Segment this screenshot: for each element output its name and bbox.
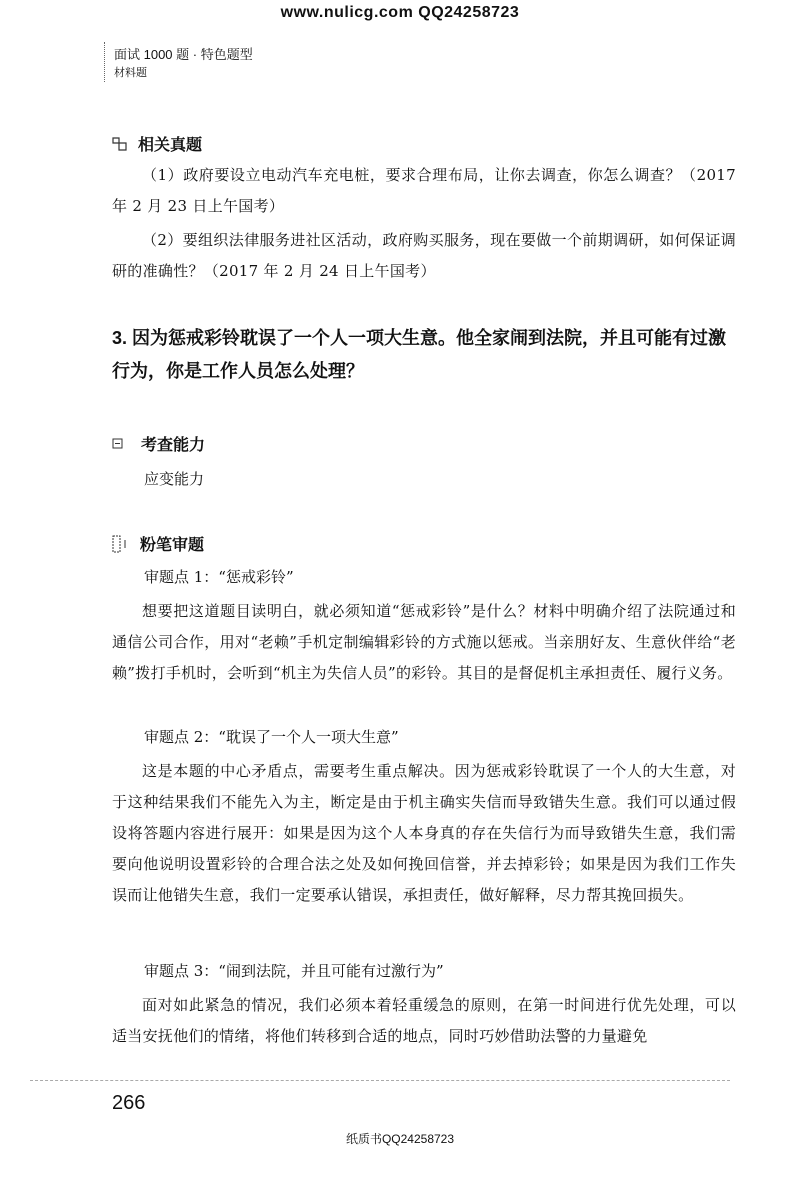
- book-subtitle: 材料题: [114, 67, 147, 79]
- analysis-section-header: [112, 532, 204, 555]
- point-3-text: 面对如此紧急的情况，我们必须本着轻重缓急的原则，在第一时间进行优先处理，可以适当安抚他们的情绪，将他们转移到合适的地点，同时巧妙借助法警的力量避免: [112, 996, 736, 1045]
- ability-section-header: [112, 432, 205, 455]
- ability-value: 应变能力: [144, 470, 205, 488]
- question-title: 3. 因为惩戒彩铃耽误了一个人一项大生意。他全家闹到法院，并且可能有过激行为，你是工作人员怎么处理？: [112, 328, 727, 381]
- related-question-1: （1）政府要设立电动汽车充电桩，要求合理布局，让你去调查，你怎么调查？（2017 年 2 月 23 日上午国考）: [112, 166, 736, 215]
- point-2-label: 审题点 2：“耽误了一个人一项大生意”: [144, 728, 399, 746]
- footer-watermark: 纸质书QQ24258723: [345, 1132, 455, 1146]
- point-3-label: 审题点 3：“闹到法院，并且可能有过激行为”: [144, 962, 444, 980]
- header-rule: [104, 42, 107, 82]
- related-icon: [112, 137, 128, 151]
- related-section-header: [112, 132, 202, 155]
- related-question-2: （2）要组织法律服务进社区活动，政府购买服务，现在要做一个前期调研，如何保证调研的准确性？（2017 年 2 月 24 日上午国考）: [112, 231, 736, 280]
- book-title: 面试 1000 题 · 特色题型: [114, 47, 253, 62]
- ability-heading: 考查能力: [141, 437, 206, 454]
- point-1-text: 想要把这道题目读明白，就必须知道“惩戒彩铃”是什么？材料中明确介绍了法院通过和通信公司合作，用对“老赖”手机定制编辑彩铃的方式施以惩戒。当亲朋好友、生意伙伴给“老赖”拨打手机时，会听到“机主为失信人员”的彩铃。其目的是督促机主承担责任、履行义务。: [112, 602, 736, 682]
- watermark-header: www.nulicg.com QQ24258723: [280, 4, 520, 21]
- scan-artifact-line: [30, 1080, 730, 1081]
- page-number: 266: [112, 1092, 146, 1114]
- analysis-icon: [112, 535, 130, 553]
- analysis-heading: 粉笔审题: [140, 537, 205, 554]
- ability-icon: [112, 438, 123, 449]
- point-2-text: 这是本题的中心矛盾点，需要考生重点解决。因为惩戒彩铃耽误了一个人的大生意，对于这种结果我们不能先入为主，断定是由于机主确实失信而导致错失生意。我们可以通过假设将答题内容进行展开：如果是因为这个人本身真的存在失信行为而导致错失生意，我们需要向他说明设置彩铃的合理合法之处及如何挽回信誉，并去掉彩铃；如果是因为我们工作失误而让他错失生意，我们一定要承认错误，承担责任，做好解释，尽力帮其挽回损失。: [112, 762, 736, 904]
- point-1-label: 审题点 1：“惩戒彩铃”: [144, 568, 294, 586]
- related-heading: 相关真题: [138, 137, 203, 154]
